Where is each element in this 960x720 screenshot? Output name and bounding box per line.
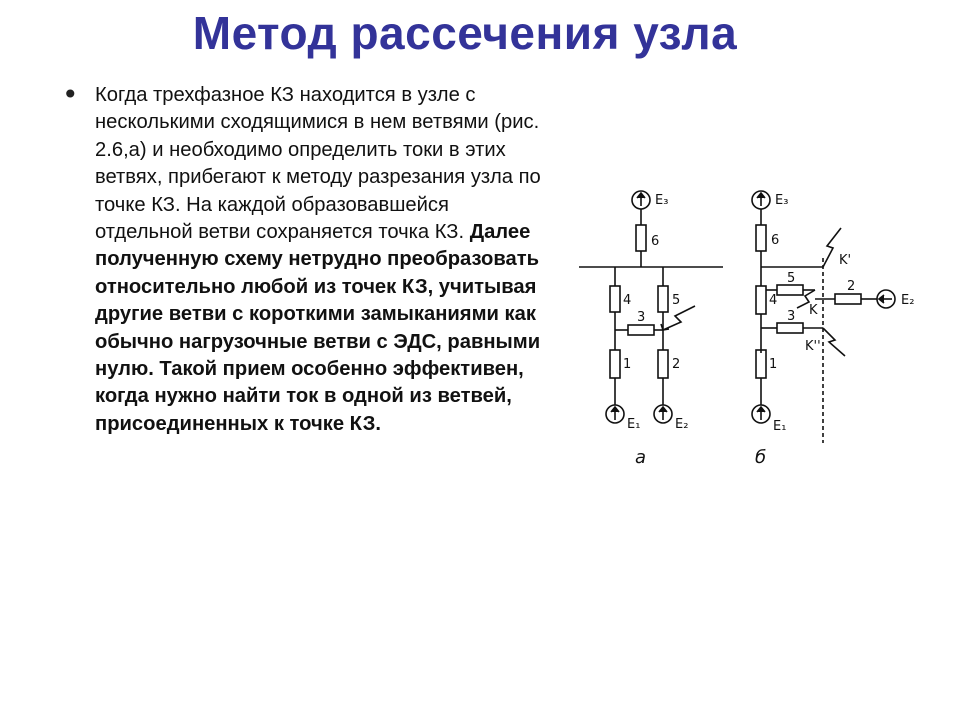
label-e1-a: E₁ — [627, 417, 641, 432]
label-k1: K' — [839, 253, 852, 268]
circuit-figure — [565, 178, 935, 483]
resistor-6-b — [756, 225, 766, 251]
diagram-a — [579, 191, 723, 423]
label-6-a: 6 — [651, 234, 660, 249]
label-5-a: 5 — [672, 293, 681, 308]
bullet-text — [95, 82, 545, 438]
bullet-marker: • — [62, 78, 79, 111]
resistor-6-a — [636, 225, 646, 251]
caption-b: б — [755, 447, 767, 468]
label-e2-b: E₂ — [901, 293, 915, 308]
label-k: K — [809, 303, 818, 318]
label-4-a: 4 — [623, 293, 632, 308]
resistor-4-b — [756, 286, 766, 314]
caption-a: а — [635, 447, 647, 468]
bullet-bold-text: Далее полученную схему нетрудно преобразовать относительно любой из точек КЗ, учитывая другие ветви с короткими замыканиями как обычно нагрузочные ветви с ЭДС, равными нулю. Такой прием особенно эффективен, когда нужно найти ток в одной из ветвей, присоединенных к точке КЗ. — [95, 221, 541, 435]
resistor-3-b — [777, 323, 803, 333]
resistor-1-a — [610, 350, 620, 378]
label-e3-b: E₃ — [775, 193, 789, 208]
label-5-b: 5 — [787, 271, 796, 286]
resistor-2-a — [658, 350, 668, 378]
label-e1-b: E₁ — [773, 419, 787, 434]
fault-lightning-k2 — [823, 328, 845, 356]
label-6-b: 6 — [771, 233, 780, 248]
label-4-b: 4 — [769, 293, 778, 308]
resistor-1-b — [756, 350, 766, 378]
resistor-2-b — [835, 294, 861, 304]
diagram-b — [752, 191, 895, 443]
resistor-3-a — [628, 325, 654, 335]
label-3-b: 3 — [787, 309, 796, 324]
label-1-b: 1 — [769, 357, 778, 372]
label-2-b: 2 — [847, 279, 856, 294]
label-e2-a: E₂ — [675, 417, 689, 432]
resistor-5-a — [658, 286, 668, 312]
label-3-a: 3 — [637, 310, 646, 325]
slide-title: Метод рассечения узла — [192, 7, 738, 59]
label-e3-a: E₃ — [655, 193, 669, 208]
label-1-a: 1 — [623, 357, 632, 372]
label-2-a: 2 — [672, 357, 681, 372]
resistor-4-a — [610, 286, 620, 312]
resistor-5-b — [777, 285, 803, 295]
bullet-plain-text: Когда трехфазное КЗ находится в узле с несколькими сходящимися в нем ветвями (рис. 2.6,а) и необходимо определить токи в этих ветвях, прибегают к методу разрезания узла по точке КЗ. На каждой образовавшейся отдельной ветви сохраняется точка КЗ. — [95, 84, 541, 244]
label-k2: K'' — [805, 339, 821, 354]
